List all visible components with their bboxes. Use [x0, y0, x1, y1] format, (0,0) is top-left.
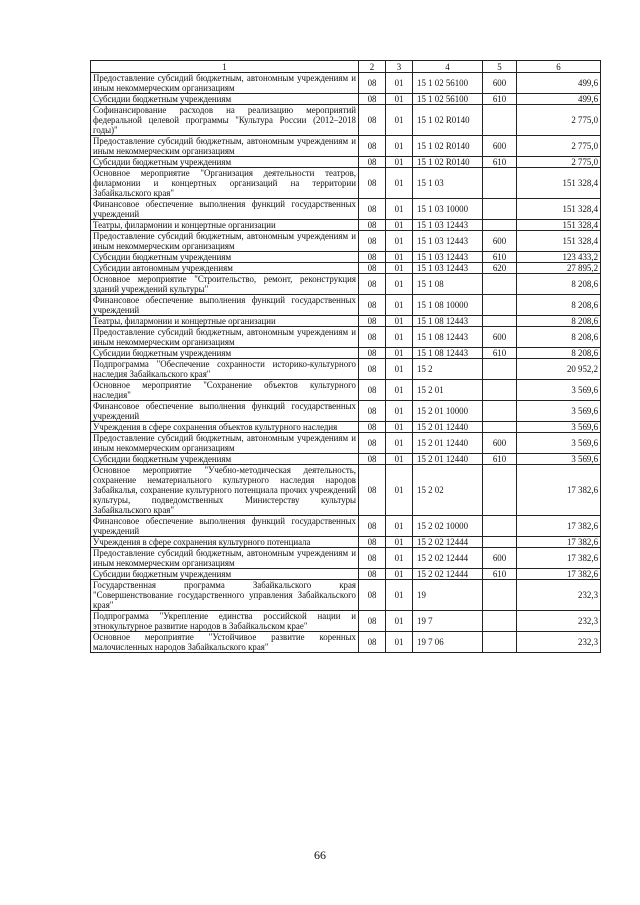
row-vr-cell: 620 — [483, 263, 517, 274]
table-row — [91, 632, 601, 653]
row-rz-cell: 08 — [359, 569, 386, 580]
header-cell-sum: 6 — [517, 61, 601, 73]
row-name-cell: Финансовое обеспечение выполнения функций государственных учреждений — [91, 516, 359, 537]
row-name-cell: Субсидии автономным учреждениям — [91, 263, 359, 274]
row-csr-cell: 15 2 02 12444 — [413, 569, 483, 580]
row-pr-cell: 01 — [386, 611, 413, 632]
table-row — [91, 316, 601, 327]
table-row — [91, 569, 601, 580]
row-pr-cell: 01 — [386, 454, 413, 465]
row-name-cell: Субсидии бюджетным учреждениям — [91, 454, 359, 465]
table-row — [91, 136, 601, 157]
row-csr-cell: 15 1 08 10000 — [413, 295, 483, 316]
row-csr-cell: 15 2 01 — [413, 380, 483, 401]
row-name-cell: Театры, филармонии и концертные организации — [91, 220, 359, 231]
row-csr-cell: 15 1 03 12443 — [413, 263, 483, 274]
row-name-cell: Финансовое обеспечение выполнения функций государственных учреждений — [91, 199, 359, 220]
row-csr-cell: 15 1 08 12443 — [413, 327, 483, 348]
row-sum-cell: 232,3 — [517, 632, 601, 653]
row-vr-cell — [483, 199, 517, 220]
table-row — [91, 401, 601, 422]
row-vr-cell — [483, 380, 517, 401]
table-row — [91, 433, 601, 454]
row-csr-cell: 15 1 02 R0140 — [413, 105, 483, 136]
row-sum-cell: 151 328,4 — [517, 199, 601, 220]
row-sum-cell: 499,6 — [517, 94, 601, 105]
header-cell-csr: 4 — [413, 61, 483, 73]
row-rz-cell: 08 — [359, 136, 386, 157]
row-pr-cell: 01 — [386, 199, 413, 220]
row-csr-cell: 19 7 — [413, 611, 483, 632]
table-row — [91, 380, 601, 401]
row-sum-cell: 8 208,6 — [517, 274, 601, 295]
row-name-cell: Финансовое обеспечение выполнения функций государственных учреждений — [91, 295, 359, 316]
row-name-cell: Предоставление субсидий бюджетным, автономным учреждениям и иным некоммерческим организациям — [91, 136, 359, 157]
row-vr-cell — [483, 316, 517, 327]
row-sum-cell: 17 382,6 — [517, 548, 601, 569]
row-pr-cell: 01 — [386, 380, 413, 401]
row-csr-cell: 15 1 03 10000 — [413, 199, 483, 220]
row-rz-cell: 08 — [359, 348, 386, 359]
row-vr-cell — [483, 295, 517, 316]
row-sum-cell: 17 382,6 — [517, 569, 601, 580]
table-row — [91, 157, 601, 168]
row-name-cell: Основное мероприятие "Учебно-методическая деятельность, сохранение нематериального культурного наследия народов Забайкалья, сохранение культурного потенциала прочих учреждений культуры, подведомственных Министерству культуры Забайкальского края" — [91, 465, 359, 516]
row-sum-cell: 17 382,6 — [517, 465, 601, 516]
row-sum-cell: 3 569,6 — [517, 454, 601, 465]
row-sum-cell: 17 382,6 — [517, 516, 601, 537]
row-vr-cell — [483, 580, 517, 611]
row-csr-cell: 15 1 03 12443 — [413, 220, 483, 231]
row-name-cell: Предоставление субсидий бюджетным, автономным учреждениям и иным некоммерческим организациям — [91, 327, 359, 348]
row-sum-cell: 17 382,6 — [517, 537, 601, 548]
row-rz-cell: 08 — [359, 422, 386, 433]
row-sum-cell: 232,3 — [517, 611, 601, 632]
page-number: 66 — [314, 848, 326, 862]
row-csr-cell: 15 2 01 12440 — [413, 454, 483, 465]
table-row — [91, 548, 601, 569]
row-csr-cell: 15 1 03 — [413, 168, 483, 199]
row-name-cell: Учреждения в сфере сохранения объектов культурного наследия — [91, 422, 359, 433]
row-name-cell: Основное мероприятие "Организация деятельности театров, филармонии и концертных организаций на территории Забайкальского края" — [91, 168, 359, 199]
row-rz-cell: 08 — [359, 263, 386, 274]
row-name-cell: Субсидии бюджетным учреждениям — [91, 348, 359, 359]
table-row — [91, 359, 601, 380]
row-rz-cell: 08 — [359, 632, 386, 653]
row-pr-cell: 01 — [386, 231, 413, 252]
row-sum-cell: 2 775,0 — [517, 105, 601, 136]
row-pr-cell: 01 — [386, 252, 413, 263]
row-pr-cell: 01 — [386, 73, 413, 94]
row-rz-cell: 08 — [359, 316, 386, 327]
row-pr-cell: 01 — [386, 569, 413, 580]
row-sum-cell: 8 208,6 — [517, 327, 601, 348]
table-row — [91, 274, 601, 295]
row-pr-cell: 01 — [386, 327, 413, 348]
row-name-cell: Субсидии бюджетным учреждениям — [91, 94, 359, 105]
header-cell-rz: 2 — [359, 61, 386, 73]
row-vr-cell — [483, 401, 517, 422]
row-name-cell: Основное мероприятие "Устойчивое развитие коренных малочисленных народов Забайкальского края" — [91, 632, 359, 653]
table-row — [91, 94, 601, 105]
row-vr-cell — [483, 359, 517, 380]
row-sum-cell: 2 775,0 — [517, 136, 601, 157]
row-csr-cell: 15 2 01 12440 — [413, 422, 483, 433]
row-name-cell: Театры, филармонии и концертные организации — [91, 316, 359, 327]
row-pr-cell: 01 — [386, 548, 413, 569]
row-rz-cell: 08 — [359, 252, 386, 263]
row-csr-cell: 15 1 02 56100 — [413, 73, 483, 94]
row-rz-cell: 08 — [359, 327, 386, 348]
row-sum-cell: 151 328,4 — [517, 231, 601, 252]
row-pr-cell: 01 — [386, 580, 413, 611]
row-sum-cell: 3 569,6 — [517, 422, 601, 433]
row-sum-cell: 8 208,6 — [517, 316, 601, 327]
row-csr-cell: 15 1 03 12443 — [413, 252, 483, 263]
row-vr-cell: 610 — [483, 454, 517, 465]
row-sum-cell: 3 569,6 — [517, 433, 601, 454]
row-pr-cell: 01 — [386, 94, 413, 105]
row-pr-cell: 01 — [386, 263, 413, 274]
row-pr-cell: 01 — [386, 422, 413, 433]
table-row — [91, 537, 601, 548]
row-pr-cell: 01 — [386, 632, 413, 653]
row-pr-cell: 01 — [386, 136, 413, 157]
row-name-cell: Учреждения в сфере сохранения культурного потенциала — [91, 537, 359, 548]
row-vr-cell — [483, 611, 517, 632]
row-vr-cell: 600 — [483, 548, 517, 569]
row-sum-cell: 20 952,2 — [517, 359, 601, 380]
row-pr-cell: 01 — [386, 465, 413, 516]
row-csr-cell: 19 7 06 — [413, 632, 483, 653]
row-rz-cell: 08 — [359, 295, 386, 316]
table-row — [91, 73, 601, 94]
table-row — [91, 348, 601, 359]
table-row — [91, 295, 601, 316]
row-vr-cell: 600 — [483, 433, 517, 454]
row-csr-cell: 15 2 — [413, 359, 483, 380]
row-pr-cell: 01 — [386, 401, 413, 422]
row-sum-cell: 151 328,4 — [517, 220, 601, 231]
row-rz-cell: 08 — [359, 231, 386, 252]
row-pr-cell: 01 — [386, 274, 413, 295]
header-cell-vr: 5 — [483, 61, 517, 73]
row-csr-cell: 19 — [413, 580, 483, 611]
row-vr-cell: 610 — [483, 157, 517, 168]
row-csr-cell: 15 1 02 R0140 — [413, 136, 483, 157]
row-rz-cell: 08 — [359, 94, 386, 105]
row-rz-cell: 08 — [359, 401, 386, 422]
row-vr-cell — [483, 632, 517, 653]
row-vr-cell — [483, 465, 517, 516]
row-rz-cell: 08 — [359, 433, 386, 454]
budget-table-body — [91, 61, 601, 653]
row-sum-cell: 151 328,4 — [517, 168, 601, 199]
row-rz-cell: 08 — [359, 611, 386, 632]
table-row — [91, 231, 601, 252]
row-rz-cell: 08 — [359, 516, 386, 537]
row-vr-cell: 610 — [483, 569, 517, 580]
table-row — [91, 327, 601, 348]
row-vr-cell — [483, 105, 517, 136]
row-name-cell: Субсидии бюджетным учреждениям — [91, 569, 359, 580]
row-pr-cell: 01 — [386, 105, 413, 136]
row-csr-cell: 15 1 08 12443 — [413, 316, 483, 327]
row-name-cell: Финансовое обеспечение выполнения функций государственных учреждений — [91, 401, 359, 422]
table-row — [91, 252, 601, 263]
row-vr-cell: 610 — [483, 252, 517, 263]
row-rz-cell: 08 — [359, 199, 386, 220]
row-rz-cell: 08 — [359, 168, 386, 199]
row-sum-cell: 3 569,6 — [517, 380, 601, 401]
table-row — [91, 199, 601, 220]
row-sum-cell: 123 433,2 — [517, 252, 601, 263]
row-rz-cell: 08 — [359, 537, 386, 548]
row-pr-cell: 01 — [386, 433, 413, 454]
table-row — [91, 454, 601, 465]
table-header-row — [91, 61, 601, 73]
row-sum-cell: 232,3 — [517, 580, 601, 611]
table-row — [91, 263, 601, 274]
row-vr-cell: 600 — [483, 327, 517, 348]
row-rz-cell: 08 — [359, 220, 386, 231]
row-vr-cell: 600 — [483, 136, 517, 157]
row-rz-cell: 08 — [359, 105, 386, 136]
row-csr-cell: 15 1 08 — [413, 274, 483, 295]
row-csr-cell: 15 1 08 12443 — [413, 348, 483, 359]
row-sum-cell: 2 775,0 — [517, 157, 601, 168]
row-csr-cell: 15 2 01 10000 — [413, 401, 483, 422]
row-vr-cell — [483, 274, 517, 295]
row-name-cell: Подпрограмма "Обеспечение сохранности историко-культурного наследия Забайкальского края" — [91, 359, 359, 380]
row-name-cell: Подпрограмма "Укрепление единства российской нации и этнокультурное развитие народов в Забайкальском крае" — [91, 611, 359, 632]
budget-table — [90, 60, 601, 653]
row-csr-cell: 15 2 02 12444 — [413, 548, 483, 569]
row-name-cell: Предоставление субсидий бюджетным, автономным учреждениям и иным некоммерческим организациям — [91, 73, 359, 94]
row-vr-cell: 600 — [483, 231, 517, 252]
row-csr-cell: 15 1 03 12443 — [413, 231, 483, 252]
row-rz-cell: 08 — [359, 274, 386, 295]
row-rz-cell: 08 — [359, 548, 386, 569]
row-csr-cell: 15 1 02 56100 — [413, 94, 483, 105]
row-name-cell: Субсидии бюджетным учреждениям — [91, 252, 359, 263]
header-cell-pr: 3 — [386, 61, 413, 73]
row-csr-cell: 15 2 02 — [413, 465, 483, 516]
row-vr-cell — [483, 537, 517, 548]
row-pr-cell: 01 — [386, 348, 413, 359]
row-vr-cell: 610 — [483, 348, 517, 359]
table-row — [91, 168, 601, 199]
table-row — [91, 105, 601, 136]
row-rz-cell: 08 — [359, 580, 386, 611]
row-csr-cell: 15 2 02 12444 — [413, 537, 483, 548]
row-pr-cell: 01 — [386, 295, 413, 316]
table-row — [91, 422, 601, 433]
row-csr-cell: 15 1 02 R0140 — [413, 157, 483, 168]
row-sum-cell: 499,6 — [517, 73, 601, 94]
row-pr-cell: 01 — [386, 516, 413, 537]
row-name-cell: Государственная программа Забайкальского края "Совершенствование государственного управления Забайкальского края" — [91, 580, 359, 611]
row-sum-cell: 27 895,2 — [517, 263, 601, 274]
row-sum-cell: 3 569,6 — [517, 401, 601, 422]
row-vr-cell — [483, 422, 517, 433]
row-name-cell: Предоставление субсидий бюджетным, автономным учреждениям и иным некоммерческим организациям — [91, 548, 359, 569]
row-sum-cell: 8 208,6 — [517, 295, 601, 316]
row-sum-cell: 8 208,6 — [517, 348, 601, 359]
row-name-cell: Основное мероприятие "Строительство, ремонт, реконструкция зданий учреждений культуры" — [91, 274, 359, 295]
row-vr-cell — [483, 220, 517, 231]
row-pr-cell: 01 — [386, 168, 413, 199]
table-row — [91, 465, 601, 516]
row-name-cell: Софинансирование расходов на реализацию мероприятий федеральной целевой программы "Культура России (2012–2018 годы)" — [91, 105, 359, 136]
row-rz-cell: 08 — [359, 465, 386, 516]
row-name-cell: Предоставление субсидий бюджетным, автономным учреждениям и иным некоммерческим организациям — [91, 433, 359, 454]
row-pr-cell: 01 — [386, 316, 413, 327]
header-cell-name: 1 — [91, 61, 359, 73]
table-row — [91, 220, 601, 231]
row-name-cell: Предоставление субсидий бюджетным, автономным учреждениям и иным некоммерческим организациям — [91, 231, 359, 252]
row-csr-cell: 15 2 01 12440 — [413, 433, 483, 454]
row-rz-cell: 08 — [359, 359, 386, 380]
row-vr-cell — [483, 516, 517, 537]
row-vr-cell — [483, 168, 517, 199]
row-name-cell: Субсидии бюджетным учреждениям — [91, 157, 359, 168]
row-pr-cell: 01 — [386, 359, 413, 380]
row-pr-cell: 01 — [386, 220, 413, 231]
row-vr-cell: 610 — [483, 94, 517, 105]
table-row — [91, 611, 601, 632]
row-name-cell: Основное мероприятие "Сохранение объектов культурного наследия" — [91, 380, 359, 401]
table-row — [91, 516, 601, 537]
row-pr-cell: 01 — [386, 537, 413, 548]
row-rz-cell: 08 — [359, 380, 386, 401]
row-vr-cell: 600 — [483, 73, 517, 94]
row-pr-cell: 01 — [386, 157, 413, 168]
row-rz-cell: 08 — [359, 454, 386, 465]
row-rz-cell: 08 — [359, 157, 386, 168]
row-rz-cell: 08 — [359, 73, 386, 94]
table-row — [91, 580, 601, 611]
row-csr-cell: 15 2 02 10000 — [413, 516, 483, 537]
